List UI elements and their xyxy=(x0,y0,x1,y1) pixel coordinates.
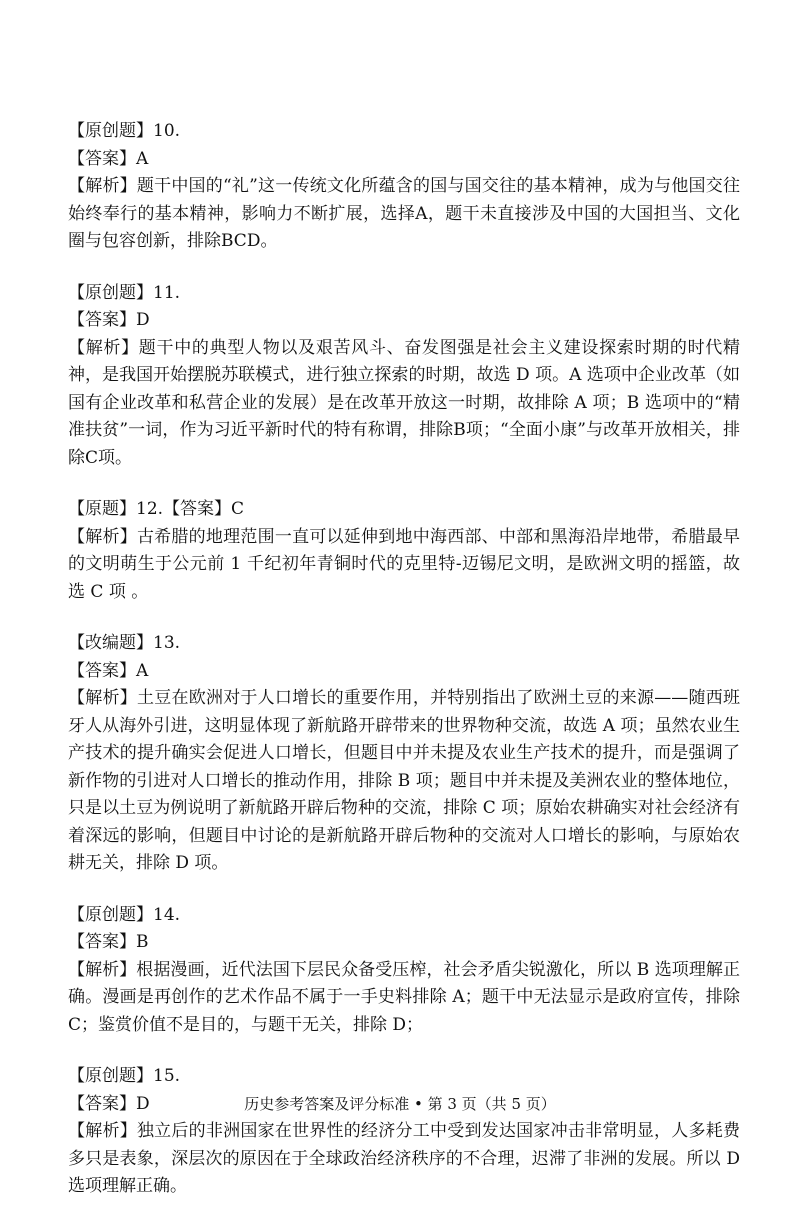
question-analysis: 【解析】题干中的典型人物以及艰苦风斗、奋发图强是社会主义建设探索时期的时代精神，是我国开始摆脱苏联模式，进行独立探索的时期，故选 D 项。A 选项中企业改革（如国有企业改革和私营企业的发展）是在改革开放这一时期，故排除 A 项；B 选项中的“精准扶贫”一词，作为习近平新时代的特有称谓，排除B项；“全面小康”与改革开放相关，排除C项。 xyxy=(68,337,740,468)
question-answer: 【答案】B xyxy=(68,932,149,952)
question-15 xyxy=(68,1063,740,1201)
question-answer: 【答案】D xyxy=(68,1093,150,1114)
question-analysis: 【解析】独立后的非洲国家在世界性的经济分工中受到发达国家冲击非常明显，人多耗费多只是表象，深层次的原因在于全球政治经济秩序的不合理，迟滞了非洲的发展。所以 D 选项理解正确。 xyxy=(68,1121,740,1196)
question-title: 【原创题】11. xyxy=(68,282,181,303)
page-footer: 历史参考答案及评分标准 • 第 3 页（共 5 页） xyxy=(244,1095,556,1113)
question-title: 【原创题】14. xyxy=(68,904,181,925)
question-answer: 【答案】D xyxy=(68,310,150,330)
question-title: 【原创题】15. xyxy=(68,1066,181,1086)
question-12 xyxy=(68,496,740,606)
question-analysis: 【解析】根据漫画，近代法国下层民众备受压榨，社会矛盾尖锐激化，所以 B 选项理解正确。漫画是再创作的艺术作品不属于一手史料排除 A；题干中无法显示是政府宣传，排除 C；鉴赏价值不是目的，与题干无关，排除 D； xyxy=(68,959,740,1035)
question-answer: 【答案】A xyxy=(68,660,149,681)
question-title: 【改编题】13. xyxy=(68,633,181,653)
answer-page xyxy=(68,118,740,1225)
question-10 xyxy=(68,118,740,256)
question-analysis: 【解析】土豆在欧洲对于人口增长的重要作用，并特别指出了欧洲土豆的来源——随西班牙人从海外引进，这明显体现了新航路开辟带来的世界物种交流，故选 A 项；虽然农业生产技术的提升确实会促进人口增长，但题目中并未提及农业生产技术的提升，而是强调了新作物的引进对人口增长的推动作用，排除 B 项；题目中并未提及美洲农业的整体地位，只是以土豆为例说明了新航路开辟后物种的交流，排除 C 项；原始农耕确实对社会经济有着深远的影响，但题目中讨论的是新航路开辟后物种的交流对人口增长的影响，与原始农耕无关，排除 D 项。 xyxy=(68,688,740,873)
question-title: 【原创题】10. xyxy=(68,121,181,141)
question-answer: 【答案】A xyxy=(68,148,149,169)
question-13 xyxy=(68,630,740,878)
question-title-answer: 【原题】12.【答案】C xyxy=(68,499,245,519)
question-analysis: 【解析】古希腊的地理范围一直可以延伸到地中海西部、中部和黑海沿岸地带，希腊最早的文明萌生于公元前 1 千纪初年青铜时代的克里特-迈锡尼文明，是欧洲文明的摇篮，故选 C 项 。 xyxy=(68,526,740,602)
question-11 xyxy=(68,280,740,473)
question-14 xyxy=(68,902,740,1040)
question-analysis: 【解析】题干中国的“礼”这一传统文化所蕴含的国与国交往的基本精神，成为与他国交往始终奉行的基本精神，影响力不断扩展，选择A，题干未直接涉及中国的大国担当、文化圈与包容创新，排除BCD。 xyxy=(68,176,740,251)
